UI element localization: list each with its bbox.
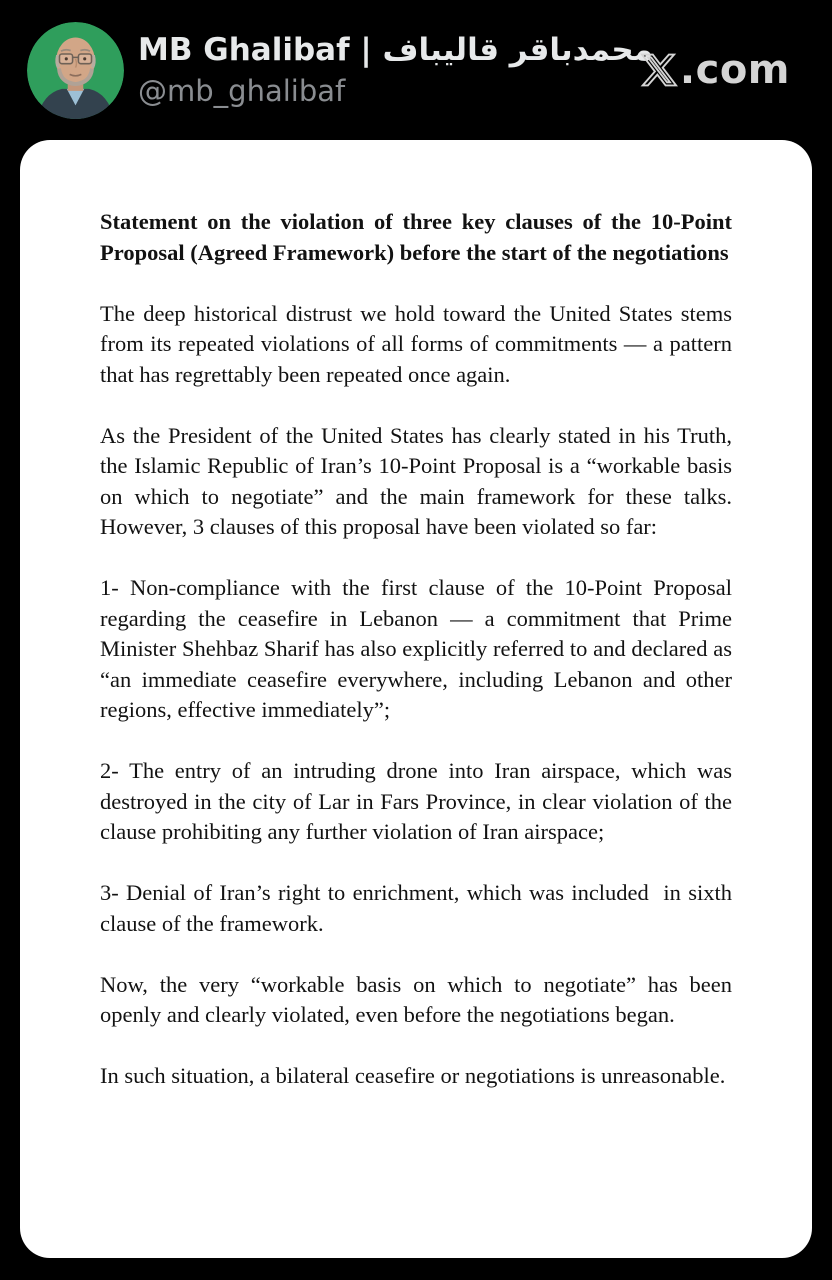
statement-list-item-2: 2- The entry of an intruding drone into Iran airspace, which was destroyed in the city of Lar in Fars Province, in clear violation of the clause prohibiting any further violation of Iran airspace; bbox=[100, 758, 732, 844]
statement-list-item-1: 1- Non-compliance with the first clause of the 10-Point Proposal regarding the ceasefire in Lebanon — a commitment that Prime Minister Shehbaz Sharif has also explicitly referred to and declared as “an immediate ceasefire everywhere, including Lebanon and other regions, effective immediately”; bbox=[100, 575, 732, 722]
statement-text bbox=[100, 207, 732, 1092]
avatar[interactable] bbox=[27, 22, 124, 119]
post-header bbox=[0, 0, 832, 140]
statement-paragraph: The deep historical distrust we hold toward the United States stems from its repeated violations of all forms of commitments — a pattern that has regrettably been repeated once again. bbox=[100, 300, 732, 387]
statement-heading: Statement on the violation of three key clauses of the 10-Point Proposal (Agreed Framework) before the start of the negotiations bbox=[100, 209, 732, 265]
author-handle[interactable]: @mb_ghalibaf bbox=[138, 73, 346, 108]
statement-paragraph: As the President of the United States has clearly stated in his Truth, the Islamic Republic of Iran’s 10-Point Proposal is a “workable basis on which to negotiate” and the main framework for these talks. However, 3 clauses of this proposal have been violated so far: bbox=[100, 422, 732, 539]
statement-paragraph: In such situation, a bilateral ceasefire or negotiations is unreasonable. bbox=[100, 1063, 726, 1088]
x-logo-icon bbox=[640, 51, 678, 89]
author-identity bbox=[138, 31, 653, 109]
statement-card bbox=[20, 140, 812, 1258]
author-display-name[interactable]: MB Ghalibaf | محمدباقر قالیباف bbox=[138, 31, 653, 68]
statement-paragraph: Now, the very “workable basis on which to negotiate” has been openly and clearly violated, even before the negotiations began. bbox=[100, 971, 732, 1027]
profile-photo bbox=[27, 22, 124, 119]
statement-list-item-3: 3- Denial of Iran’s right to enrichment, which was included in sixth clause of the framework. bbox=[100, 880, 732, 936]
x-com-watermark bbox=[640, 47, 790, 93]
watermark-domain-text: .com bbox=[679, 47, 790, 93]
